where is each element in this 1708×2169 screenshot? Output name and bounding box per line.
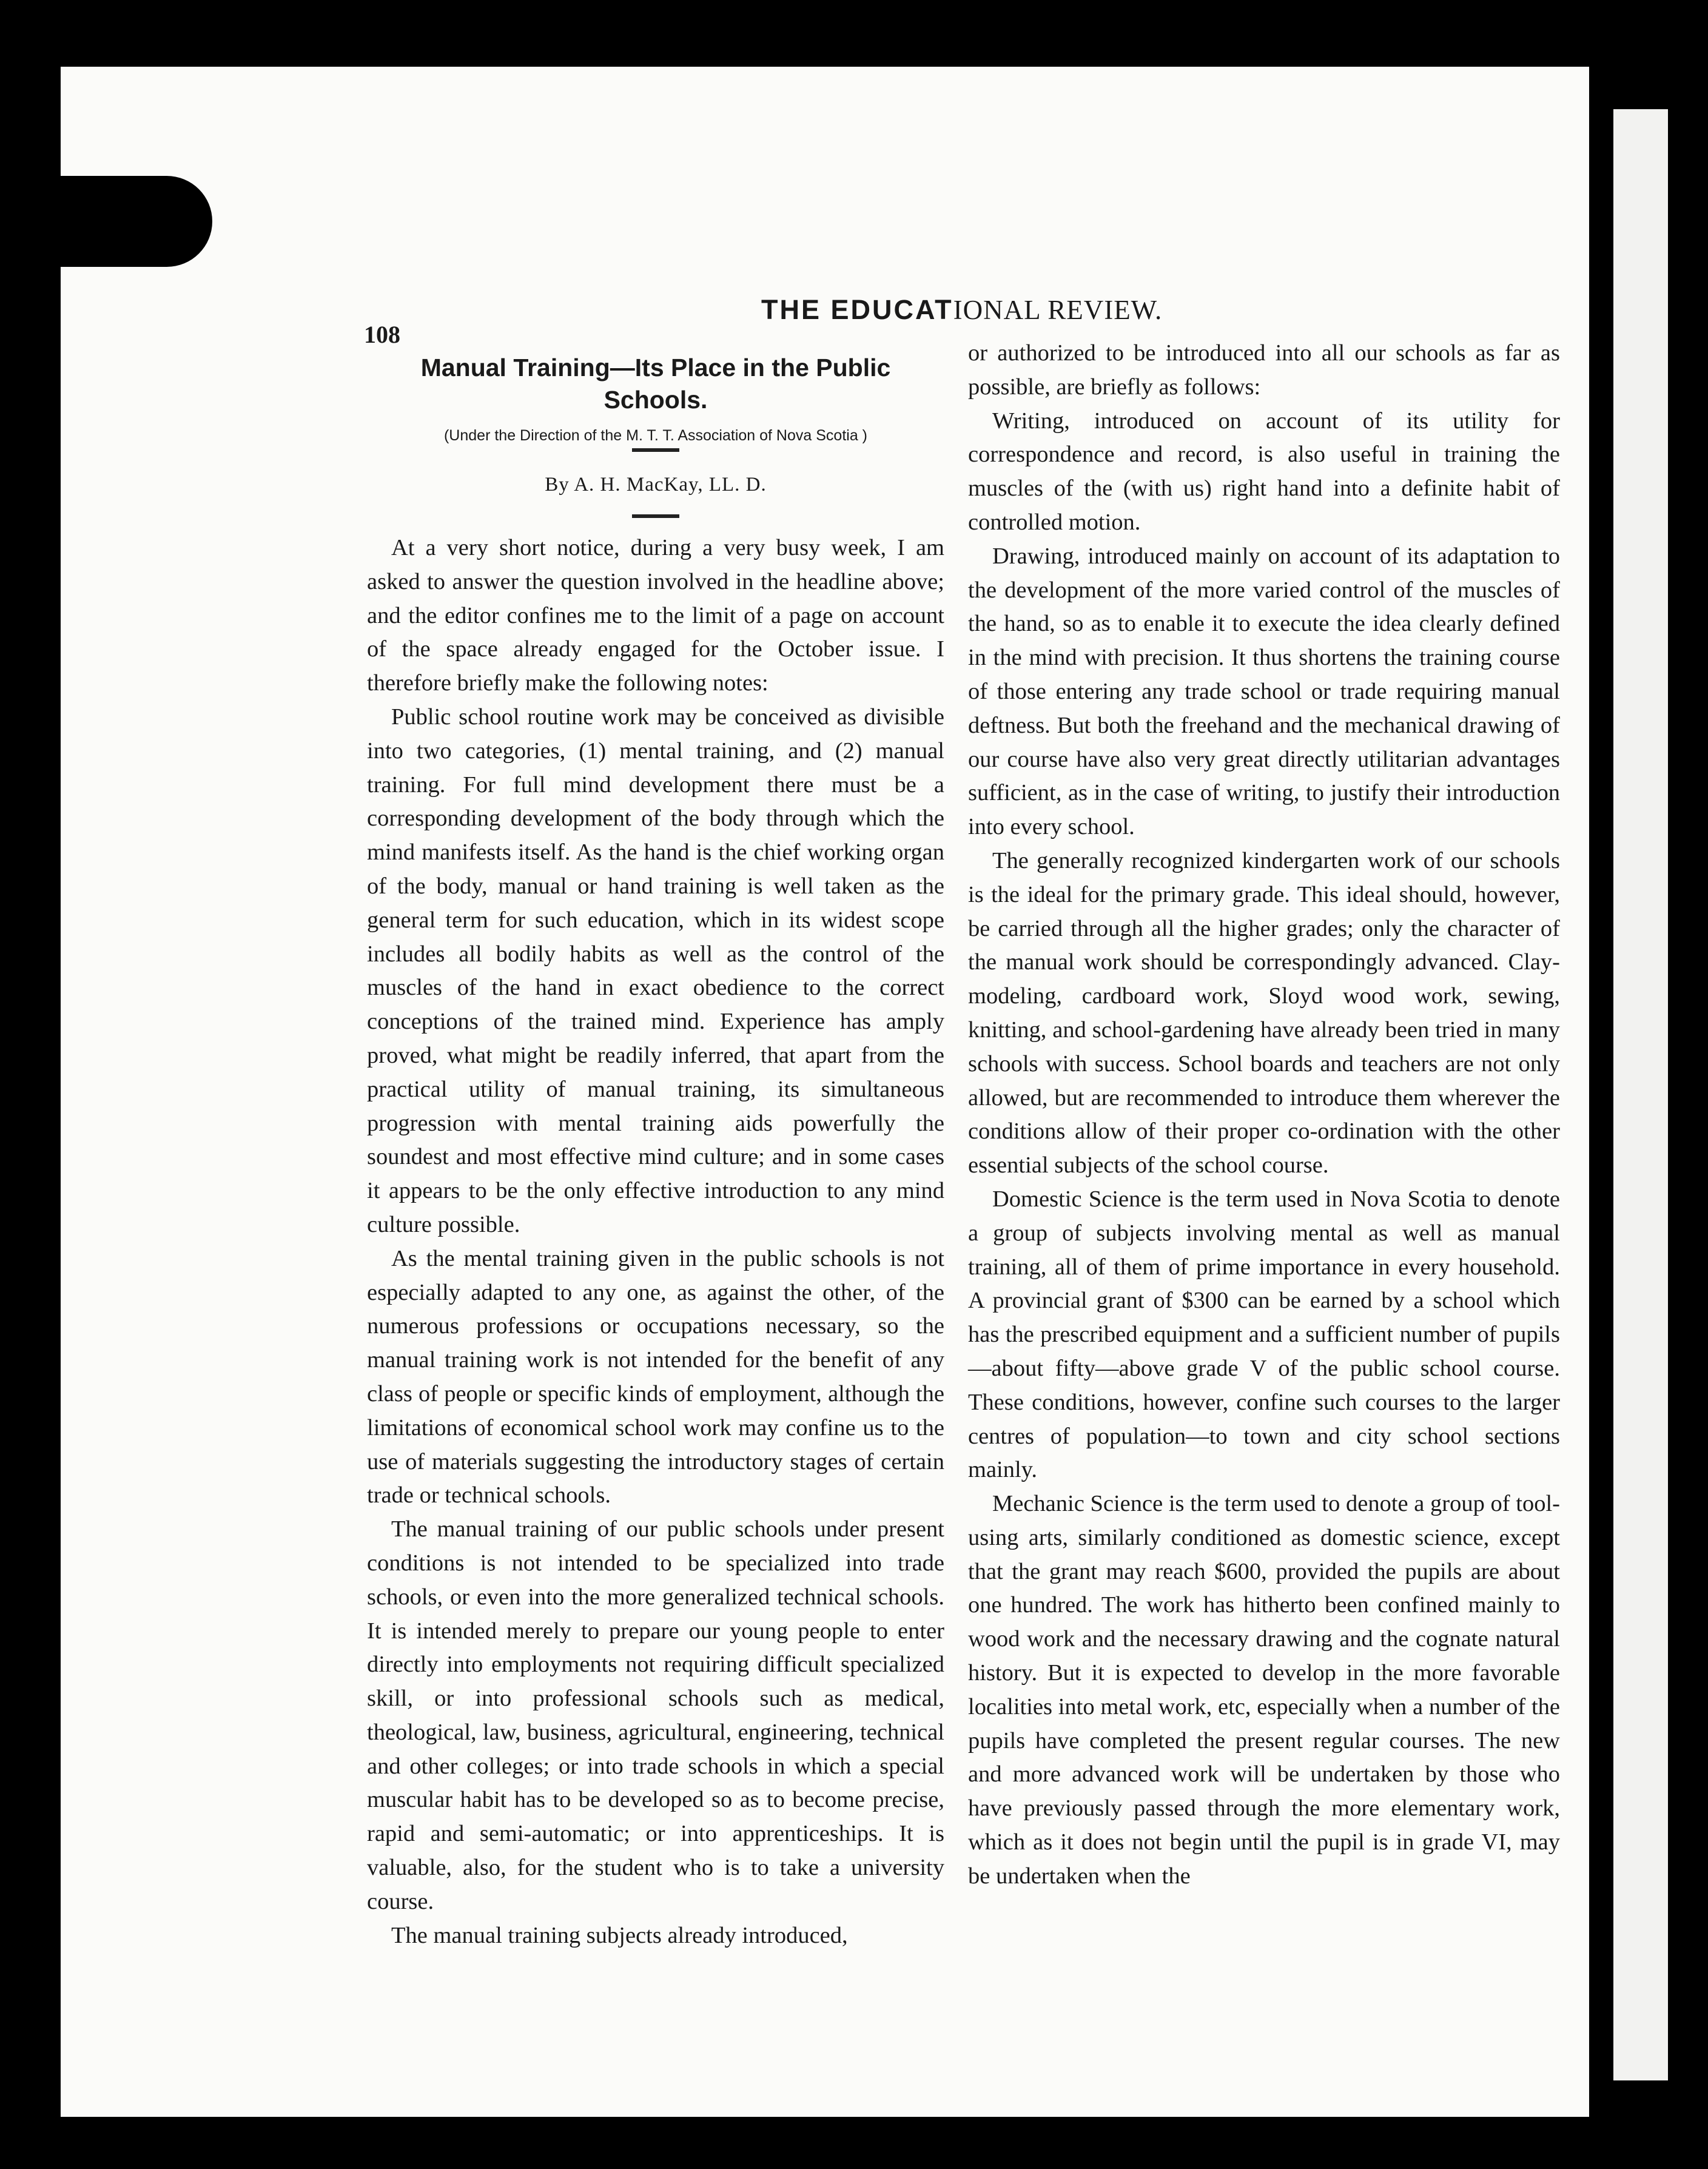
paragraph: or authorized to be introduced into all our schools as far as possible, are briefly as follows: bbox=[968, 340, 1560, 400]
paragraph: Mechanic Science is the term used to denote a group of tool-using arts, similarly conditioned as domestic science, except that the grant may reach $600, provided the pupils are about one hundred. The work has hitherto been confined mainly to wood work and the necessary drawing and the cognate natural history. But it is expected to develop in the more favorable localities into metal work, etc, especially when a number of the pupils have completed the present regular courses. The new and more advanced work will be undertaken by those who have previously passed through the more elementary work, which as it does not begin until the pupil is in grade VI, may be undertaken when the bbox=[968, 1491, 1560, 1889]
paragraph: Drawing, introduced mainly on account of its adaptation to the development of the more varied control of the muscles of the hand, so as to enable it to execute the idea clearly defined in the mind with precision. It thus shortens the training course of those entering any trade school or trade requiring manual deftness. But both the freehand and the mechanical drawing of our course have also very great directly utilitarian advantages sufficient, as in the case of writing, to justify their introduction into every school. bbox=[968, 543, 1560, 840]
byline-rule bbox=[632, 514, 679, 518]
paragraph: Public school routine work may be conceived as divisible into two categories, (1) mental training, and (2) manual training. For full mind development there must be a corresponding development of the body through which the mind manifests itself. As the hand is the chief working organ of the body, manual or hand training is well taken as the general term for such education, which in its widest scope includes all bodily habits as well as the control of the muscles of the hand in exact obedience to the correct conceptions of the trained mind. Experience has amply proved, what might be readily inferred, that apart from the practical utility of manual training, its simultaneous progression with mental training aids powerfully the soundest and most effective mind culture; and in some cases it appears to be the only effective introduction to any mind culture possible. bbox=[367, 704, 944, 1237]
running-head-bold: THE EDUCAT bbox=[761, 294, 953, 325]
byline: By A. H. MacKay, LL. D. bbox=[545, 474, 767, 496]
punch-hole-shadow bbox=[0, 176, 212, 267]
paragraph: The manual training of our public schools under present conditions is not intended to be specialized into trade schools, or even into the more generalized technical schools. It is intended merely to prepare our young people to enter directly into employments not requiring difficult specialized skill, or into professional schools such as medical, theological, law, business, agricultural, engineering, technical and other colleges; or into trade schools in which a special muscular habit has to be developed so as to become precise, rapid and semi-automatic; or into apprenticeships. It is valuable, also, for the student who is to take a university course. bbox=[367, 1516, 944, 1914]
running-head bbox=[761, 294, 1162, 326]
paragraph: Domestic Science is the term used in Nova Scotia to denote a group of subjects involving mental as well as manual training, all of them of prime importance in every household. A provincial grant of $300 can be earned by a school which has the prescribed equipment and a sufficient number of pupils—about fifty—above grade V of the public school course. These conditions, however, confine such courses to the larger centres of population—to town and city school sections mainly. bbox=[968, 1186, 1560, 1483]
document-page bbox=[61, 67, 1589, 2117]
article-subtitle: (Under the Direction of the M. T. T. Association of Nova Scotia ) bbox=[443, 427, 867, 444]
facing-page-edge bbox=[1613, 109, 1668, 2080]
running-head-rest: IONAL REVIEW. bbox=[953, 295, 1163, 325]
right-column bbox=[968, 337, 1560, 1894]
title-rule bbox=[632, 448, 679, 452]
paragraph: Writing, introduced on account of its utility for correspondence and record, is also useful in training the muscles of the (with us) right hand into a definite habit of controlled motion. bbox=[968, 408, 1560, 535]
page-number: 108 bbox=[364, 321, 400, 348]
article-title: Manual Training—Its Place in the Public Schools. bbox=[420, 354, 891, 414]
paragraph: The generally recognized kindergarten work of our schools is the ideal for the primary grade. This ideal should, however, be carried through all the higher grades; only the character of the manual work should be correspondingly advanced. Clay-modeling, cardboard work, Sloyd wood work, sewing, knitting, and school-gardening have already been tried in many schools with success. School boards and teachers are not only allowed, but are recommended to introduce them wherever the conditions allow of their proper co-ordination with the other essential subjects of the school course. bbox=[968, 847, 1560, 1179]
left-column bbox=[367, 352, 944, 1952]
paragraph: As the mental training given in the public schools is not especially adapted to any one, as against the other, of the numerous professions or occupations necessary, so the manual training work is not intended for the benefit of any class of people or specific kinds of employment, although the limitations of economical school work may confine us to the use of materials suggesting the introductory stages of certain trade or technical schools. bbox=[367, 1245, 944, 1508]
paragraph: The manual training subjects already introduced, bbox=[391, 1922, 848, 1948]
paragraph: At a very short notice, during a very busy week, I am asked to answer the question involved in the headline above; and the editor confines me to the limit of a page on account of the space already engaged for the October issue. I therefore briefly make the following notes: bbox=[367, 535, 944, 696]
